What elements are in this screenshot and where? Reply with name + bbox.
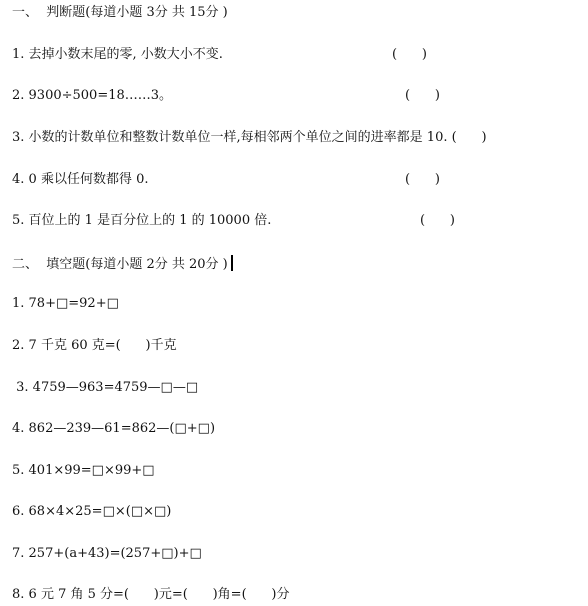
section2-heading-text: 二、 填空题(每道小题 2分 共 20分 ) xyxy=(12,257,228,272)
judge-question-3: 3. 小数的计数单位和整数计数单位一样,每相邻两个单位之间的进率都是 10. ( ) xyxy=(12,130,487,145)
judge-answer-blank-1[interactable]: ( ) xyxy=(392,47,427,62)
section2-heading xyxy=(12,255,233,273)
fill-question-8: 8. 6 元 7 角 5 分=( )元=( )角=( )分 xyxy=(12,587,290,602)
judge-answer-blank-5[interactable]: ( ) xyxy=(420,213,455,228)
text-cursor xyxy=(231,255,233,271)
fill-question-2: 2. 7 千克 60 克=( )千克 xyxy=(12,338,177,353)
judge-question-1: 1. 去掉小数末尾的零, 小数大小不变. xyxy=(12,47,223,62)
section1-heading: 一、 判断题(每道小题 3分 共 15分 ) xyxy=(12,5,228,20)
fill-question-4: 4. 862—239—61=862—(□+□) xyxy=(12,421,216,436)
fill-question-6: 6. 68×4×25=□×(□×□) xyxy=(12,504,172,519)
judge-answer-blank-2[interactable]: ( ) xyxy=(405,88,440,103)
judge-answer-blank-4[interactable]: ( ) xyxy=(405,172,440,187)
fill-question-5: 5. 401×99=□×99+□ xyxy=(12,463,155,478)
judge-question-4: 4. 0 乘以任何数都得 0. xyxy=(12,172,149,187)
judge-question-5: 5. 百位上的 1 是百分位上的 1 的 10000 倍. xyxy=(12,213,272,228)
fill-question-3: 3. 4759—963=4759—□—□ xyxy=(12,380,199,395)
fill-question-7: 7. 257+(a+43)=(257+□)+□ xyxy=(12,546,202,561)
fill-question-1: 1. 78+□=92+□ xyxy=(12,296,119,311)
judge-question-2: 2. 9300÷500=18……3。 xyxy=(12,88,173,103)
